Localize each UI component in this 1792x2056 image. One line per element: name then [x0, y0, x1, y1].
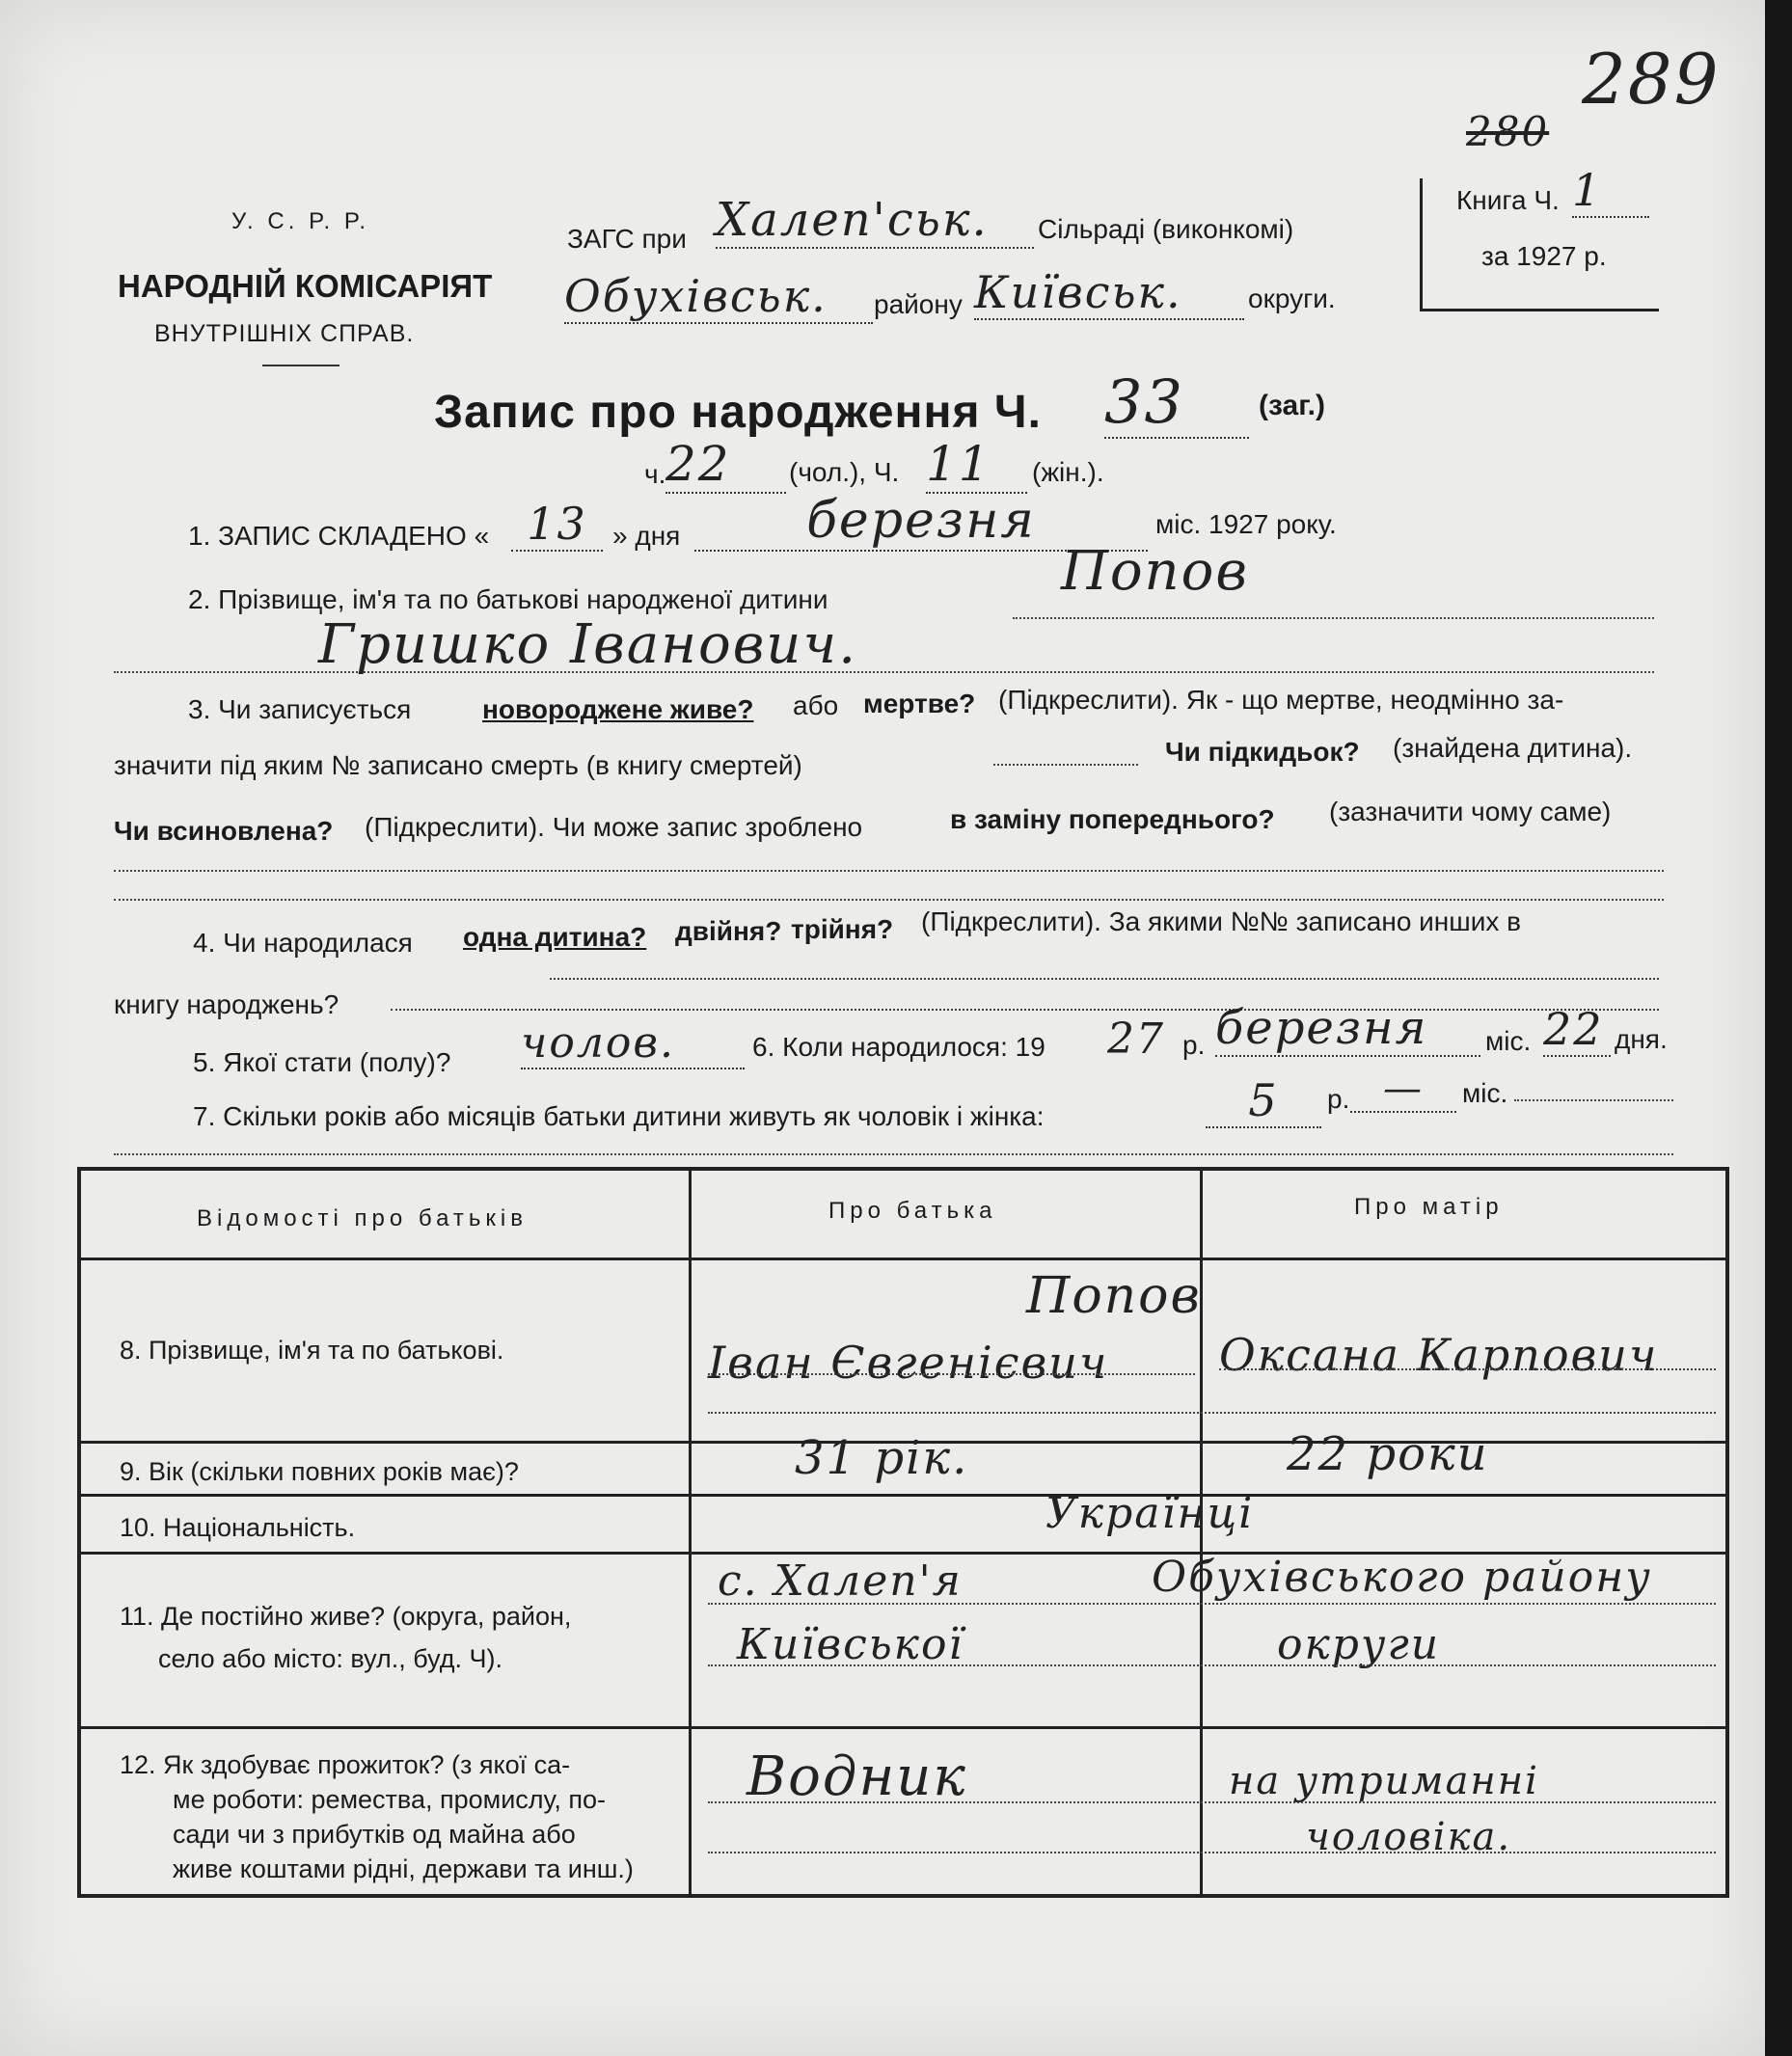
record-number: 33 [1104, 366, 1249, 439]
field-5-value: чолов. [521, 1018, 745, 1069]
field-6-label: 6. Коли народилося: 19 [752, 1032, 1045, 1062]
okruha-label: округи. [1248, 284, 1336, 313]
field-3-b: або [793, 690, 839, 720]
field-7-line-end [1514, 1099, 1673, 1101]
table-col-divider-1 [689, 1171, 692, 1894]
field-2-surname: Попов [1061, 540, 1249, 603]
table-header-mother: Про матір [1354, 1194, 1504, 1220]
book-year: за 1927 р. [1481, 241, 1607, 271]
field-7-r: р. [1327, 1084, 1350, 1114]
male-count-label: (чол.), Ч. [789, 457, 900, 487]
row-9-mother-age: 22 роки [1287, 1427, 1489, 1481]
field-7-mis: міс. [1462, 1078, 1508, 1108]
row-12-line-1 [708, 1801, 1716, 1803]
table-row-divider-11 [81, 1726, 1725, 1729]
field-1-label: 1. ЗАПИС СКЛАДЕНО « [188, 521, 490, 551]
field-5-label: 5. Якої стати (полу)? [193, 1047, 451, 1077]
row-12-father-occupation: Водник [747, 1745, 967, 1808]
table-header-info: Відомості про батьків [197, 1205, 528, 1231]
row-11-label-2: село або місто: вул., буд. Ч). [158, 1644, 502, 1673]
record-title-suffix: (заг.) [1259, 390, 1326, 421]
district-label: району [874, 289, 963, 319]
book-number: 1 [1572, 164, 1649, 218]
row-12-mother-occupation-2: чоловіка. [1306, 1815, 1512, 1859]
row-10-label: 10. Національність. [120, 1513, 356, 1542]
row-11-okruha-label: округи [1277, 1620, 1441, 1669]
council-handwritten: Халеп'ськ. [716, 193, 1034, 249]
row-11-line-2 [708, 1664, 1716, 1666]
field-7-line-2 [114, 1153, 1673, 1155]
row-12-label-1: 12. Як здобуває прожиток? (з якої са- [120, 1750, 571, 1779]
field-4-b: (Підкреслити). За якими №№ записано инших в [921, 906, 1522, 936]
header-divider [262, 365, 339, 366]
record-title: Запис про народження Ч. [434, 387, 1042, 438]
field-7-label: 7. Скільки років або місяців батьки дитини живуть як чоловік і жінка: [193, 1101, 1045, 1131]
state-name: У. С. Р. Р. [231, 208, 370, 234]
row-12-mother-occupation-1: на утриманні [1229, 1759, 1539, 1803]
field-1-mid: » дня [612, 521, 681, 551]
district-handwritten: Обухівськ. [564, 270, 873, 324]
field-2-label: 2. Прізвище, ім'я та по батькові народженої дитини [188, 584, 828, 614]
field-3-foundling: Чи підкидьок? [1165, 737, 1360, 767]
row-11-village: с. Халеп'я [718, 1556, 963, 1606]
row-11-district: Обухівського району [1152, 1553, 1652, 1602]
field-3-dead: мертве? [863, 689, 976, 718]
department-title: ВНУТРІШНІХ СПРАВ. [154, 320, 415, 347]
table-header-divider [81, 1258, 1725, 1260]
okruha-handwritten: Київськ. [974, 266, 1244, 320]
field-3-e: (знайдена дитина). [1393, 733, 1633, 763]
row-8-father-name: Іван Євгенієвич [708, 1337, 1109, 1389]
field-3-death-line [993, 764, 1138, 766]
field-1-end: міс. 1927 року. [1155, 509, 1337, 539]
field-4-line-1 [550, 978, 1659, 980]
parents-table [77, 1167, 1729, 1898]
field-3-c: (Підкреслити). Як - що мертве, неодмінно за- [998, 685, 1564, 715]
field-7-years: 5 [1206, 1074, 1321, 1128]
field-6-year: 27 [1107, 1014, 1165, 1064]
female-count-label: (жін.). [1032, 457, 1104, 487]
row-8-line-2 [708, 1412, 1716, 1414]
field-4-c: книгу народжень? [114, 989, 339, 1019]
field-4-twins: двійня? [675, 916, 782, 946]
row-11-okruha: Київської [737, 1620, 964, 1669]
book-label: Книга Ч. [1456, 185, 1560, 215]
field-4-a: 4. Чи народилася [193, 928, 413, 958]
field-6-r: р. [1182, 1030, 1206, 1060]
field-1-day: 13 [511, 498, 603, 552]
field-4-triplets: трійня? [791, 914, 894, 944]
field-4-one: одна дитина? [463, 922, 647, 952]
row-8-line-mother [1219, 1368, 1716, 1370]
row-8-surname: Попов [1026, 1267, 1202, 1325]
row-10-nationality: Українці [1045, 1489, 1255, 1538]
row-11-label-1: 11. Де постійно живе? (округа, район, [120, 1602, 572, 1631]
page-number: 289 [1582, 39, 1721, 120]
field-3-d: значити під яким № записано смерть (в книгу смертей) [114, 750, 802, 780]
table-header-father: Про батька [828, 1198, 997, 1224]
field-3-f: (Підкреслити). Чи може запис зроблено [365, 812, 863, 842]
row-8-label: 8. Прізвище, ім'я та по батькові. [120, 1336, 504, 1365]
field-3-line-2 [114, 899, 1664, 901]
field-6-month: березня [1215, 1001, 1480, 1057]
row-11-line-1 [708, 1603, 1716, 1605]
male-count: 22 [665, 436, 786, 494]
council-suffix: Сільраді (виконкомі) [1038, 214, 1294, 244]
row-12-label-3: сади чи з прибутків од майна або [173, 1820, 576, 1849]
row-9-father-age: 31 рік. [795, 1431, 969, 1485]
field-2-line-1 [1013, 617, 1654, 619]
field-3-a: 3. Чи записується [188, 694, 412, 724]
female-count: 11 [926, 436, 1027, 494]
field-3-alive: новороджене живе? [482, 694, 754, 724]
row-8-line-father [708, 1373, 1195, 1375]
field-6-day: 22 [1543, 1003, 1611, 1057]
field-1-month: березня [694, 492, 1148, 552]
field-6-dnia: дня. [1615, 1024, 1668, 1054]
count-prefix: ч. [644, 459, 666, 489]
commissariat-title: НАРОДНІЙ КОМІСАРІЯТ [118, 268, 493, 304]
row-12-label-4: живе коштами рідні, держави та инш.) [173, 1854, 634, 1883]
field-3-g: (зазначити чому саме) [1329, 797, 1612, 826]
field-2-name: Гришко Іванович. [318, 613, 857, 676]
struck-page-number: 280 [1466, 108, 1550, 155]
row-8-mother-name: Оксана Карпович [1219, 1329, 1659, 1381]
table-row-divider-9 [81, 1494, 1725, 1497]
row-12-label-2: ме роботи: ремества, промислу, по- [173, 1785, 606, 1814]
field-3-line-1 [114, 870, 1664, 872]
row-9-label: 9. Вік (скільки повних років має)? [120, 1457, 519, 1486]
field-3-replace: в заміну попереднього? [950, 804, 1275, 834]
field-6-mis: міс. [1485, 1026, 1532, 1056]
field-3-adopted: Чи всиновлена? [114, 816, 334, 846]
row-12-line-2 [708, 1852, 1716, 1853]
zags-prefix: ЗАГС при [567, 224, 687, 254]
field-7-months: — [1350, 1067, 1456, 1113]
